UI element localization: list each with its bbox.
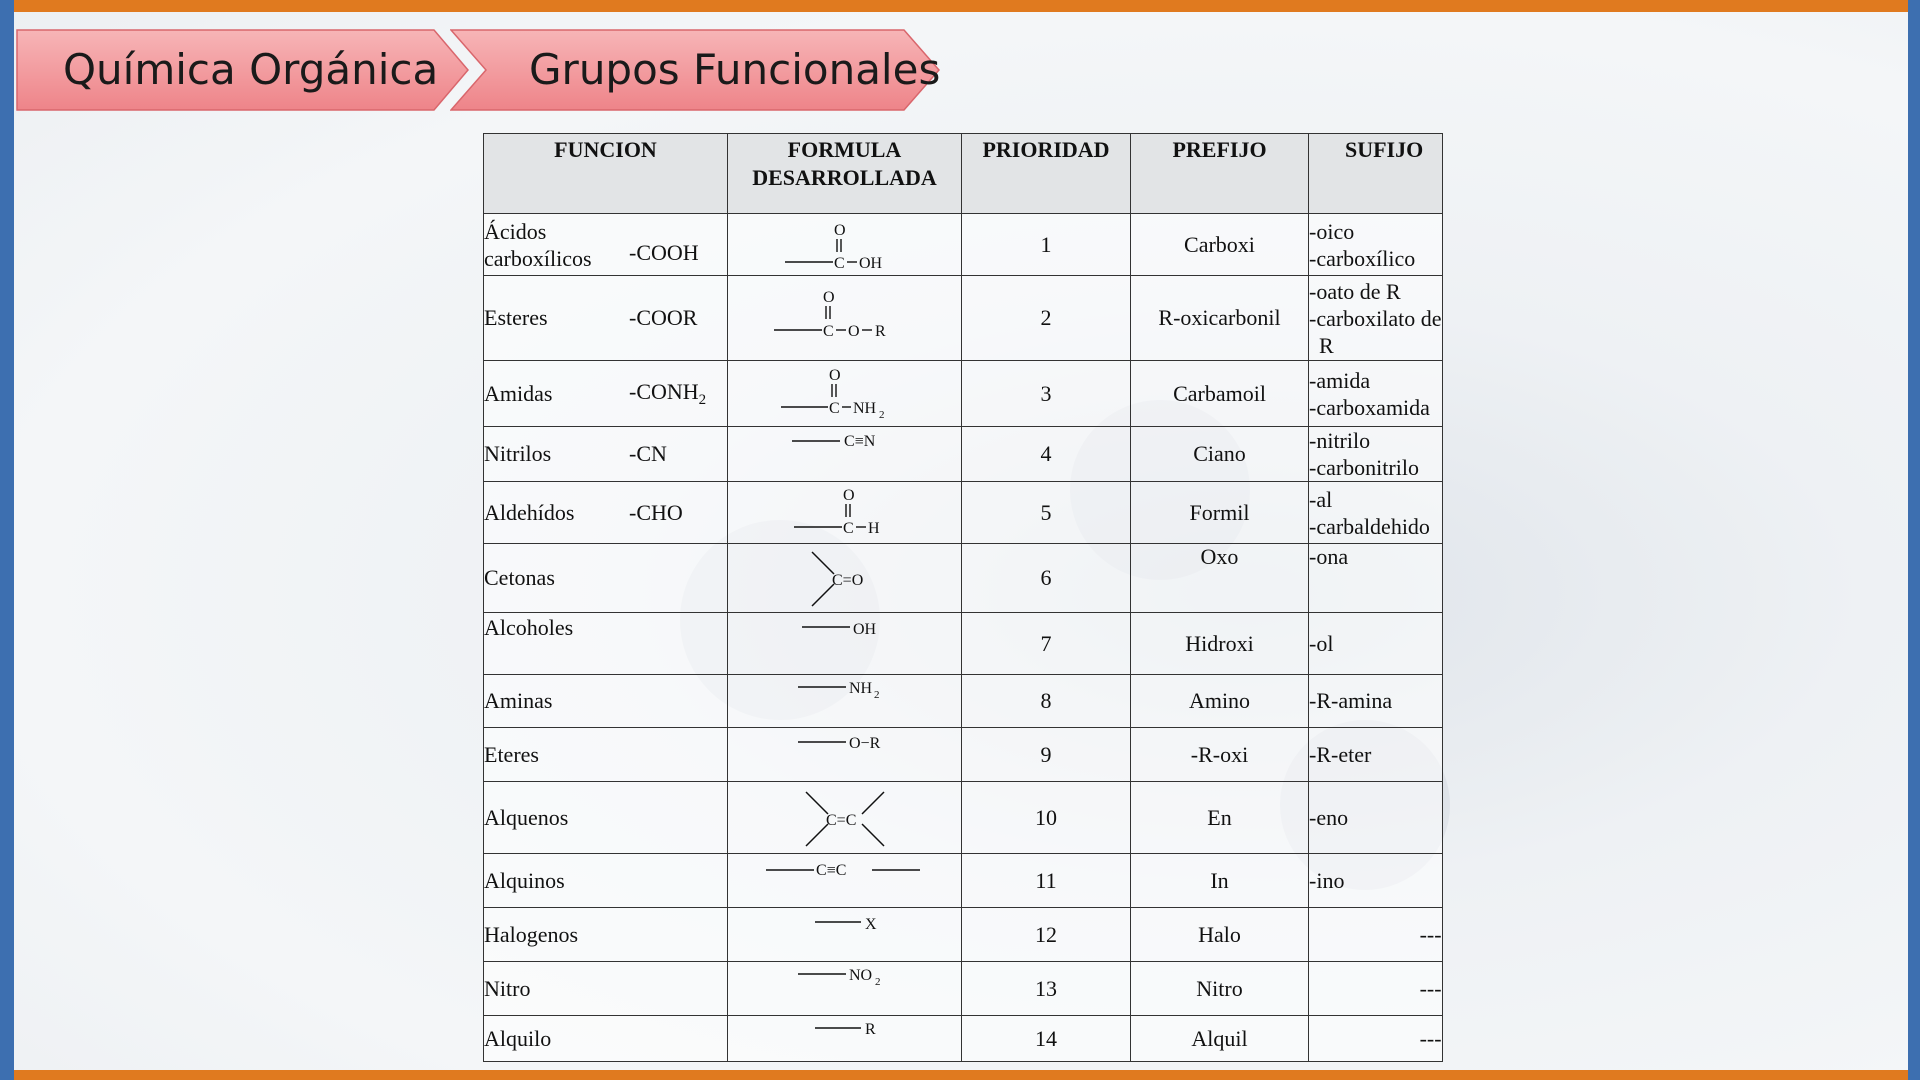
function-name-cell xyxy=(484,427,728,482)
svg-text:C: C xyxy=(822,323,834,340)
function-name-cell: Eteres xyxy=(484,728,728,782)
col-header-formula-line2: DESARROLLADA xyxy=(752,165,937,190)
structural-formula-cell xyxy=(728,276,962,361)
functional-groups-table xyxy=(483,133,1443,1062)
col-header-prefijo: PREFIJO xyxy=(1131,134,1309,214)
group-formula: -CHO xyxy=(629,499,683,525)
suffix-cell: -R-amina xyxy=(1309,675,1443,728)
col-header-formula-line1: FORMULA xyxy=(787,137,902,162)
bottom-accent-bar xyxy=(0,1070,1920,1080)
table-row xyxy=(484,854,1443,908)
function-name-cell: Alquilo xyxy=(484,1016,728,1062)
svg-text:C≡N: C≡N xyxy=(843,433,875,450)
svg-text:NH: NH xyxy=(848,680,872,697)
group-formula: -CN xyxy=(629,441,667,466)
amide-structure xyxy=(775,364,915,424)
table-row xyxy=(484,482,1443,544)
priority-cell: 10 xyxy=(962,782,1131,854)
ether-structure xyxy=(790,728,900,756)
table-row xyxy=(484,214,1443,276)
function-name-cell xyxy=(484,361,728,427)
function-name-cell: Alcoholes xyxy=(484,613,728,675)
suffix-cell: --- xyxy=(1309,962,1443,1016)
suffix-cell: -ona xyxy=(1309,544,1443,613)
priority-cell: 6 xyxy=(962,544,1131,613)
function-name-cell: Alquenos xyxy=(484,782,728,854)
prefix-cell: Hidroxi xyxy=(1131,613,1309,675)
function-name-cell: Alquinos xyxy=(484,854,728,908)
carboxylic-acid-structure xyxy=(775,216,915,274)
table-row xyxy=(484,962,1443,1016)
function-name-cell xyxy=(484,214,728,276)
function-name-cell: Cetonas xyxy=(484,544,728,613)
svg-text:O−R: O−R xyxy=(848,735,880,752)
halogen-structure xyxy=(795,908,895,936)
svg-text:2: 2 xyxy=(873,689,879,701)
priority-cell: 9 xyxy=(962,728,1131,782)
group-formula: -COOH xyxy=(629,239,699,265)
structural-formula-cell xyxy=(728,361,962,427)
breadcrumb-item-grupos-funcionales[interactable] xyxy=(450,28,950,112)
table-row xyxy=(484,1016,1443,1062)
priority-cell: 7 xyxy=(962,613,1131,675)
suffix-cell: --- xyxy=(1309,908,1443,962)
priority-cell: 11 xyxy=(962,854,1131,908)
structural-formula-cell xyxy=(728,482,962,544)
svg-text:2: 2 xyxy=(874,976,880,988)
right-frame-border xyxy=(1908,0,1920,1080)
svg-text:O: O xyxy=(822,289,835,306)
table-row xyxy=(484,361,1443,427)
prefix-cell: Ciano xyxy=(1131,427,1309,482)
suffix-cell: -ino xyxy=(1309,854,1443,908)
col-header-sufijo: SUFIJO xyxy=(1309,134,1443,214)
col-header-formula xyxy=(728,134,962,214)
structural-formula-cell xyxy=(728,214,962,276)
structural-formula-cell xyxy=(728,613,962,675)
breadcrumb-label: Grupos Funcionales xyxy=(529,45,941,94)
nitro-structure xyxy=(790,962,900,990)
prefix-cell: Amino xyxy=(1131,675,1309,728)
priority-cell: 2 xyxy=(962,276,1131,361)
table-row xyxy=(484,427,1443,482)
svg-text:X: X xyxy=(864,916,877,933)
svg-text:OH: OH xyxy=(852,621,876,638)
function-name-cell: Halogenos xyxy=(484,908,728,962)
prefix-cell: Halo xyxy=(1131,908,1309,962)
aldehyde-structure xyxy=(780,484,910,542)
alkene-structure xyxy=(790,785,900,851)
priority-cell: 3 xyxy=(962,361,1131,427)
function-name: Esteres xyxy=(484,305,548,330)
svg-text:NO: NO xyxy=(848,967,872,984)
structural-formula-cell xyxy=(728,1016,962,1062)
structural-formula-cell xyxy=(728,675,962,728)
ketone-structure xyxy=(790,546,900,610)
col-header-funcion: FUNCION xyxy=(484,134,728,214)
suffix-cell: -amida -carboxamida xyxy=(1309,361,1443,427)
breadcrumb-label: Química Orgánica xyxy=(63,45,439,94)
svg-text:O: O xyxy=(847,323,860,340)
function-name-cell: Aminas xyxy=(484,675,728,728)
structural-formula-cell xyxy=(728,544,962,613)
prefix-cell: Oxo xyxy=(1131,544,1309,613)
svg-text:C: C xyxy=(833,254,845,272)
left-frame-border xyxy=(0,0,14,1080)
table-row xyxy=(484,782,1443,854)
suffix-cell: -nitrilo -carbonitrilo xyxy=(1309,427,1443,482)
suffix-cell: --- xyxy=(1309,1016,1443,1062)
col-header-prioridad: PRIORIDAD xyxy=(962,134,1131,214)
structural-formula-cell xyxy=(728,782,962,854)
function-name: Nitrilos xyxy=(484,441,552,466)
svg-text:H: H xyxy=(867,519,880,537)
svg-text:C=C: C=C xyxy=(825,811,856,829)
suffix-cell: -oico -carboxílico xyxy=(1309,214,1443,276)
function-name: Aldehídos xyxy=(484,499,575,525)
svg-text:C≡C: C≡C xyxy=(815,862,846,879)
breadcrumb xyxy=(16,28,966,112)
suffix-cell: -oato de R -carboxilato de R xyxy=(1309,276,1443,361)
svg-text:2: 2 xyxy=(878,408,884,421)
group-formula: $-CONH_2$ xyxy=(629,378,707,408)
prefix-cell: Nitro xyxy=(1131,962,1309,1016)
prefix-cell: Carbamoil xyxy=(1131,361,1309,427)
top-accent-bar xyxy=(0,0,1920,12)
function-name: carboxílicos xyxy=(484,245,592,271)
alcohol-structure xyxy=(790,613,900,645)
ester-structure xyxy=(770,288,920,348)
suffix-cell: -R-eter xyxy=(1309,728,1443,782)
function-name-cell: Nitro xyxy=(484,962,728,1016)
svg-text:OH: OH xyxy=(858,254,882,272)
breadcrumb-item-quimica-organica[interactable] xyxy=(16,28,471,112)
priority-cell: 5 xyxy=(962,482,1131,544)
priority-cell: 1 xyxy=(962,214,1131,276)
alkyne-structure xyxy=(760,854,930,884)
priority-cell: 13 xyxy=(962,962,1131,1016)
function-name-cell xyxy=(484,276,728,361)
svg-text:R: R xyxy=(874,323,886,340)
amine-structure xyxy=(790,675,900,703)
prefix-cell: Formil xyxy=(1131,482,1309,544)
prefix-cell: Alquil xyxy=(1131,1016,1309,1062)
prefix-cell: Carboxi xyxy=(1131,214,1309,276)
table-row xyxy=(484,276,1443,361)
priority-cell: 14 xyxy=(962,1016,1131,1062)
priority-cell: 8 xyxy=(962,675,1131,728)
prefix-cell: In xyxy=(1131,854,1309,908)
table-row xyxy=(484,908,1443,962)
structural-formula-cell xyxy=(728,962,962,1016)
suffix-cell: -eno xyxy=(1309,782,1443,854)
structural-formula-cell xyxy=(728,908,962,962)
suffix-cell: -ol xyxy=(1309,613,1443,675)
priority-cell: 4 xyxy=(962,427,1131,482)
svg-text:O: O xyxy=(833,221,846,239)
prefix-cell: R-oxicarbonil xyxy=(1131,276,1309,361)
group-formula: -COOR xyxy=(629,305,698,330)
suffix-cell: -al -carbaldehido xyxy=(1309,482,1443,544)
table-row xyxy=(484,613,1443,675)
table-row xyxy=(484,675,1443,728)
alkyl-structure xyxy=(795,1016,895,1042)
svg-text:O: O xyxy=(842,486,855,504)
svg-text:C: C xyxy=(842,519,854,537)
function-name: Ácidos xyxy=(484,218,547,244)
table-header-row xyxy=(484,134,1443,214)
priority-cell: 12 xyxy=(962,908,1131,962)
svg-text:C=O: C=O xyxy=(831,572,863,589)
table-row xyxy=(484,728,1443,782)
structural-formula-cell xyxy=(728,427,962,482)
svg-text:NH: NH xyxy=(852,399,876,417)
svg-text:O: O xyxy=(828,366,841,384)
structural-formula-cell xyxy=(728,728,962,782)
table-row xyxy=(484,544,1443,613)
prefix-cell: En xyxy=(1131,782,1309,854)
svg-text:R: R xyxy=(864,1021,876,1038)
function-name: Amidas xyxy=(484,380,553,406)
prefix-cell: -R-oxi xyxy=(1131,728,1309,782)
structural-formula-cell xyxy=(728,854,962,908)
function-name-cell xyxy=(484,482,728,544)
nitrile-structure xyxy=(780,427,910,457)
svg-text:C: C xyxy=(828,399,840,417)
